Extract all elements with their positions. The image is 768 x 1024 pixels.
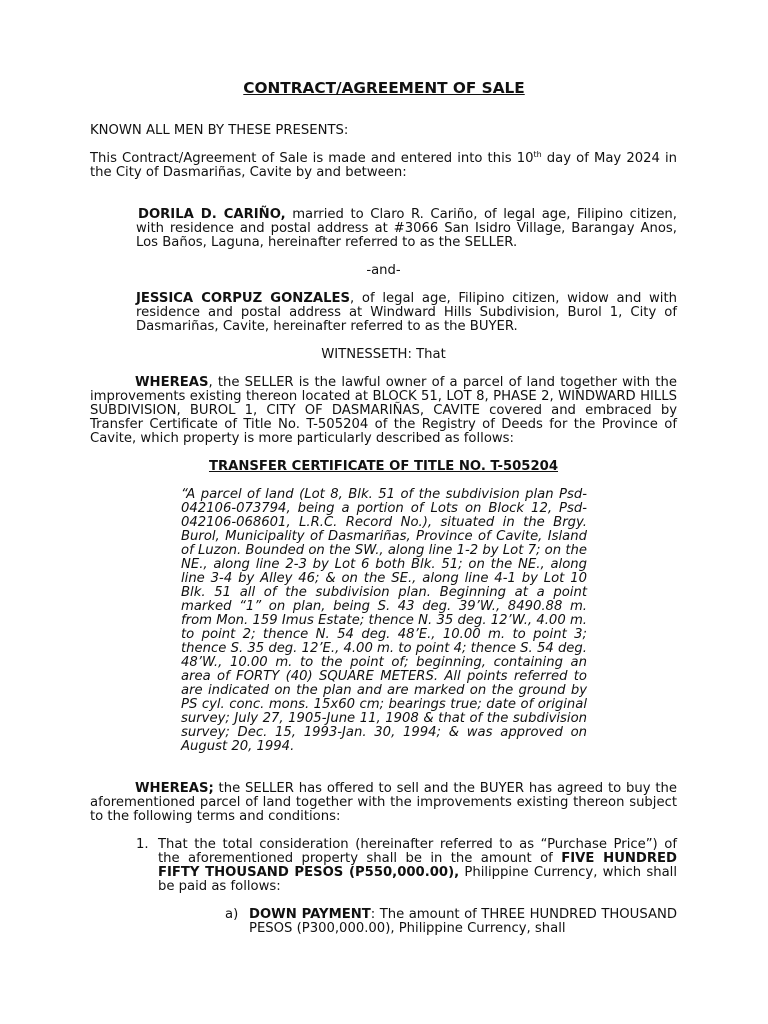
down-payment-label: DOWN PAYMENT bbox=[249, 907, 371, 922]
tct-heading-text: TRANSFER CERTIFICATE OF TITLE NO. T-505204 bbox=[208, 459, 559, 474]
day-suffix: th bbox=[533, 150, 542, 159]
seller-name: DORILA D. CARIÑO, bbox=[138, 207, 286, 222]
intro-text-cont: day of May 2024 in the City of Dasmariñas, Cavite by and between: bbox=[90, 151, 677, 180]
buyer-details: , of legal age, Filipino citizen, widow and with residence and postal address at Windward Hills Subdivision, Burol 1, City of Dasmariñas, Cavite, hereinafter referred to as the BUYER. bbox=[136, 291, 677, 334]
whereas-ownership-text: , the SELLER is the lawful owner of a parcel of land together with the improvements existing thereon located at BLOCK 51, LOT 8, PHASE 2, WINDWARD HILLS SUBDIVISION, BUROL 1, CITY OF DASMARIÑAS, CAVITE covered and embraced by Transfer Certificate of Title No. T-505204 of the Registry of Deeds for the Province of Cavite, which property is more particularly described as follows: bbox=[90, 375, 677, 446]
purchase-price-text-cont: Philippine Currency, which shall be paid as follows: bbox=[158, 865, 678, 894]
down-payment-clause bbox=[249, 908, 677, 936]
purchase-price-text: That the total consideration (hereinafter referred to as “Purchase Price”) of the aforementioned property shall be in the amount of bbox=[158, 837, 677, 866]
tct-heading bbox=[90, 460, 677, 474]
intro-text: This Contract/Agreement of Sale is made and entered into this 10 bbox=[90, 151, 534, 166]
buyer-paragraph bbox=[136, 292, 677, 334]
opening-line: KNOWN ALL MEN BY THESE PRESENTS: bbox=[90, 123, 349, 138]
down-payment-text: : The amount of THREE HUNDRED THOUSAND PESOS (P300,000.00), Philippine Currency, shall bbox=[249, 907, 677, 936]
list-number-1: 1. bbox=[136, 837, 149, 852]
document-title: CONTRACT/AGREEMENT OF SALE bbox=[243, 79, 525, 97]
buyer-name: JESSICA CORPUZ GONZALES bbox=[136, 291, 351, 306]
whereas-label: WHEREAS bbox=[135, 375, 209, 390]
intro-paragraph bbox=[90, 152, 677, 180]
seller-paragraph bbox=[136, 208, 677, 250]
purchase-price-amount: FIVE HUNDRED FIFTY THOUSAND PESOS (P550,000.00), bbox=[158, 851, 677, 880]
whereas-ownership-paragraph bbox=[90, 376, 677, 446]
whereas-offer-text: the SELLER has offered to sell and the BUYER has agreed to buy the aforementioned parcel of land together with the improvements existing thereon subject to the following terms and conditions: bbox=[90, 781, 677, 824]
list-letter-a: a) bbox=[225, 907, 239, 922]
purchase-price-clause bbox=[158, 838, 677, 894]
whereas-label-2: WHEREAS; bbox=[135, 781, 214, 796]
list-item-1a bbox=[225, 908, 677, 936]
seller-details: married to Claro R. Cariño, of legal age, Filipino citizen, with residence and postal address at #3066 San Isidro Village, Barangay Anos, Los Baños, Laguna, hereinafter referred to as the SELLER. bbox=[136, 207, 677, 250]
and-separator: -and- bbox=[366, 263, 401, 278]
list-item-1 bbox=[136, 838, 677, 894]
witnesseth-line: WITNESSETH: That bbox=[321, 347, 446, 362]
property-description: “A parcel of land (Lot 8, Blk. 51 of the subdivision plan Psd-042106-073794, being a portion of Lots on Block 12, Psd-042106-068601, L.R.C. Record No.), situated in the Brgy. Burol, Municipality of Dasmariñas, Province of Cavite, Island of Luzon. Bounded on the SW., along line 1-2 by Lot 7; on the NE., along line 2-3 by Lot 6 both Blk. 51; on the NE., along line 3-4 by Alley 46; & on the SE., along line 4-1 by Lot 10 Blk. 51 all of the subdivision plan. Beginning at a point marked “1” on plan, being S. 43 deg. 39’W., 8490.88 m. from Mon. 159 Imus Estate; thence N. 35 deg. 12’W., 4.00 m. to point 2; thence N. 54 deg. 48’E., 10.00 m. to point 3; thence S. 35 deg. 12’E., 4.00 m. to point 4; thence S. 54 deg. 48’W., 10.00 m. to the point of; beginning, containing an area of FORTY (40) SQUARE METERS. All points referred to are indicated on the plan and are marked on the ground by PS cyl. conc. mons. 15x60 cm; bearings true; date of original survey; July 27, 1905-June 11, 1908 & that of the subdivision survey; Dec. 15, 1993-Jan. 30, 1994; & was approved on August 20, 1994. bbox=[181, 487, 587, 754]
whereas-offer-paragraph bbox=[90, 782, 677, 824]
